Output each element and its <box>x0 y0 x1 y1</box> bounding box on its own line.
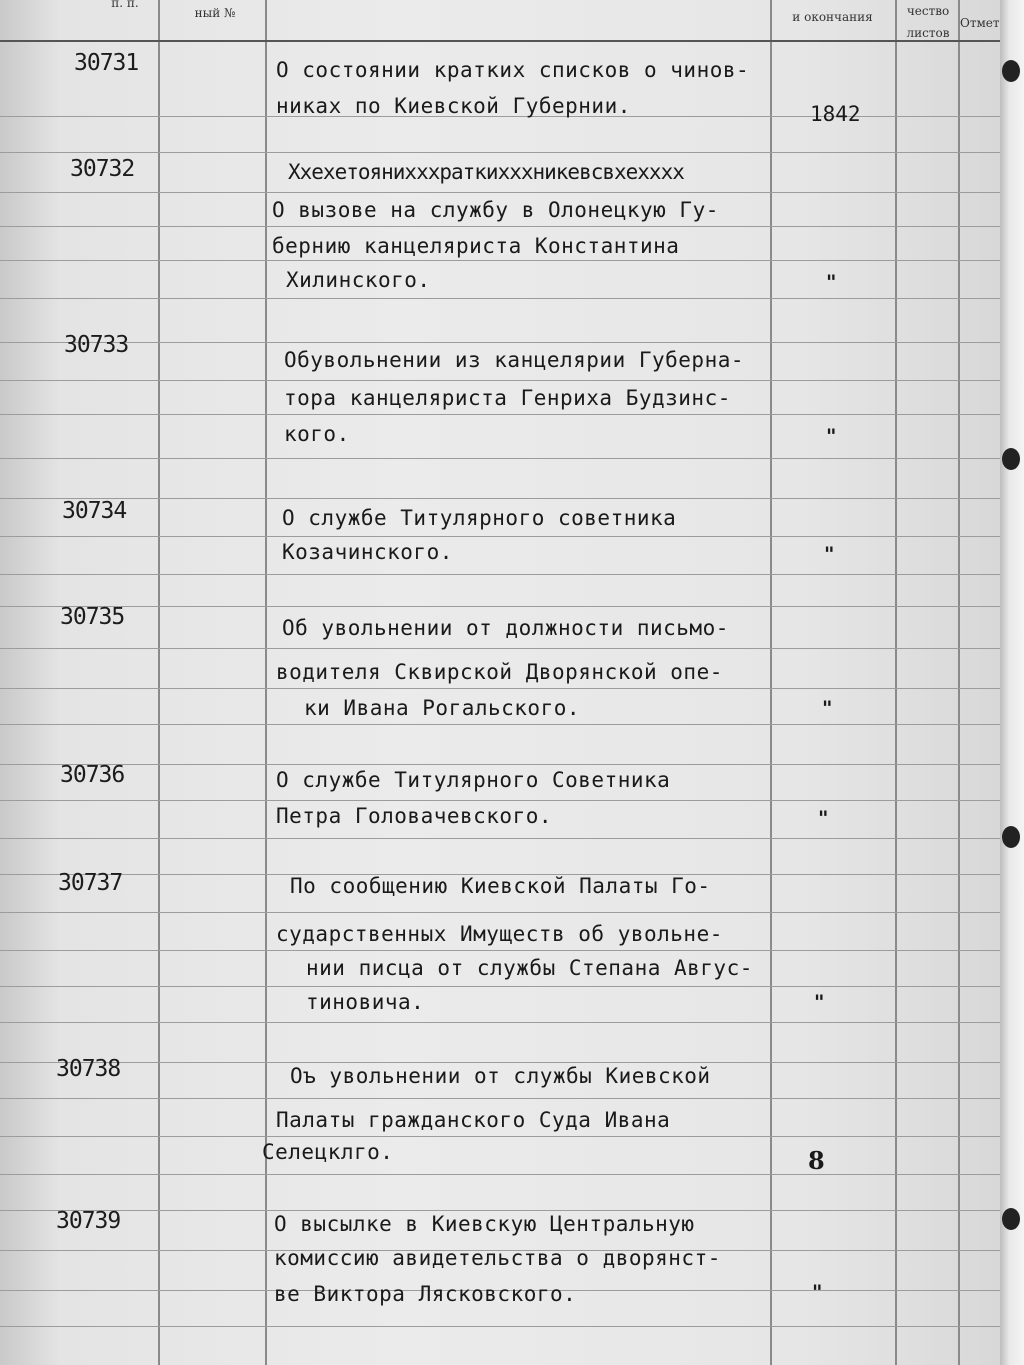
row-rule <box>0 260 1000 261</box>
row-rule <box>0 724 1000 725</box>
entry-title-line: нии писца от службы Степана Авгус- <box>306 956 753 980</box>
ditto-mark: " <box>824 542 835 566</box>
struck-typing: Ххехетоянихххраткихххникевсвхехххх <box>288 160 684 184</box>
row-rule <box>0 1174 1000 1175</box>
entry-number: 30732 <box>70 156 135 182</box>
header-rule <box>0 40 1000 42</box>
row-rule <box>0 950 1000 951</box>
end-date: 1842 <box>810 102 861 126</box>
row-rule <box>0 152 1000 153</box>
row-rule <box>0 648 1000 649</box>
ditto-mark: " <box>818 806 829 830</box>
ditto-mark: " <box>812 1280 823 1304</box>
entry-title-line: Об увольнении от должности письмо- <box>282 616 729 640</box>
entry-title-line: водителя Сквирской Дворянской опе- <box>276 660 723 684</box>
row-rule <box>0 536 1000 537</box>
row-rule <box>0 574 1000 575</box>
header-number: п. п. <box>111 0 139 10</box>
row-rule <box>0 800 1000 801</box>
column-rule-dates <box>895 0 897 1365</box>
header-sheets-2: листов <box>906 26 950 40</box>
entry-title-line: О службе Титулярного Советника <box>276 768 671 792</box>
entry-title-line: бернию канцеляриста Константина <box>272 234 680 258</box>
row-rule <box>0 1022 1000 1023</box>
entry-title-line: тиновича. <box>306 990 425 1014</box>
row-rule <box>0 298 1000 299</box>
entry-number: 30734 <box>62 498 127 524</box>
entry-title-line: Хилинского. <box>286 268 431 292</box>
entry-title-line: О состоянии кратких списков о чинов- <box>276 58 750 82</box>
entry-title-line: Обувольнении из канцелярии Губерна- <box>284 348 745 372</box>
entry-title-line: По сообщению Киевской Палаты Го- <box>290 874 711 898</box>
row-rule <box>0 342 1000 343</box>
header-sheets-1: чество <box>906 4 950 18</box>
entry-number: 30738 <box>56 1056 121 1082</box>
row-rule <box>0 226 1000 227</box>
row-rule <box>0 1210 1000 1211</box>
entry-number: 30736 <box>60 762 125 788</box>
entry-number: 30735 <box>60 604 125 630</box>
binder-ring-icon <box>1002 826 1020 848</box>
row-rule <box>0 606 1000 607</box>
row-rule <box>0 838 1000 839</box>
entry-title-line: ки Ивана Рогальского. <box>304 696 581 720</box>
entry-title-line: Палаты гражданского Суда Ивана <box>276 1108 671 1132</box>
binder-ring-icon <box>1002 60 1020 82</box>
row-rule <box>0 688 1000 689</box>
row-rule <box>0 1098 1000 1099</box>
entry-number: 30731 <box>74 50 139 76</box>
handwritten-mark: 8 <box>808 1146 825 1175</box>
entry-title-line: ве Виктора Лясковского. <box>274 1282 577 1306</box>
entry-number: 30737 <box>58 870 123 896</box>
column-rule-number <box>158 0 160 1365</box>
entry-number: 30733 <box>64 332 129 358</box>
entry-title-line: О высылке в Киевскую Центральную <box>274 1212 695 1236</box>
binder-ring-icon <box>1002 1208 1020 1230</box>
row-rule <box>0 1136 1000 1137</box>
entry-title-line: сударственных Имуществ об увольне- <box>276 922 723 946</box>
row-rule <box>0 1326 1000 1327</box>
header-notes: Отмет <box>960 16 1000 30</box>
entry-title-line: Селецклго. <box>262 1140 394 1164</box>
row-rule <box>0 380 1000 381</box>
entry-title-line: Козачинского. <box>282 540 453 564</box>
row-rule <box>0 986 1000 987</box>
row-rule <box>0 192 1000 193</box>
row-rule <box>0 498 1000 499</box>
ditto-mark: " <box>826 424 837 448</box>
row-rule <box>0 458 1000 459</box>
column-rule-sheets <box>958 0 960 1365</box>
header-end-date: и окончания <box>792 10 873 24</box>
entry-title-line: Оъ увольнении от службы Киевской <box>290 1064 711 1088</box>
entry-title-line: Петра Головачевского. <box>276 804 553 828</box>
row-rule <box>0 764 1000 765</box>
ditto-mark: " <box>822 696 833 720</box>
entry-title-line: тора канцеляриста Генриха Будзинс- <box>284 386 731 410</box>
column-rule-title <box>770 0 772 1365</box>
row-rule <box>0 1062 1000 1063</box>
entry-title-line: комиссию авидетельства о дворянст- <box>274 1246 721 1270</box>
entry-title-line: кого. <box>284 422 350 446</box>
ditto-mark: " <box>814 990 825 1014</box>
row-rule <box>0 912 1000 913</box>
header-archive-number: ный № <box>194 6 236 20</box>
binder-ring-icon <box>1002 448 1020 470</box>
entry-number: 30739 <box>56 1208 121 1234</box>
entry-title-line: О службе Титулярного советника <box>282 506 677 530</box>
ditto-mark: " <box>826 270 837 294</box>
binder-edge <box>1000 0 1024 1365</box>
entry-title-line: никах по Киевской Губернии. <box>276 94 631 118</box>
row-rule <box>0 414 1000 415</box>
entry-title-line: О вызове на службу в Олонецкую Гу- <box>272 198 719 222</box>
